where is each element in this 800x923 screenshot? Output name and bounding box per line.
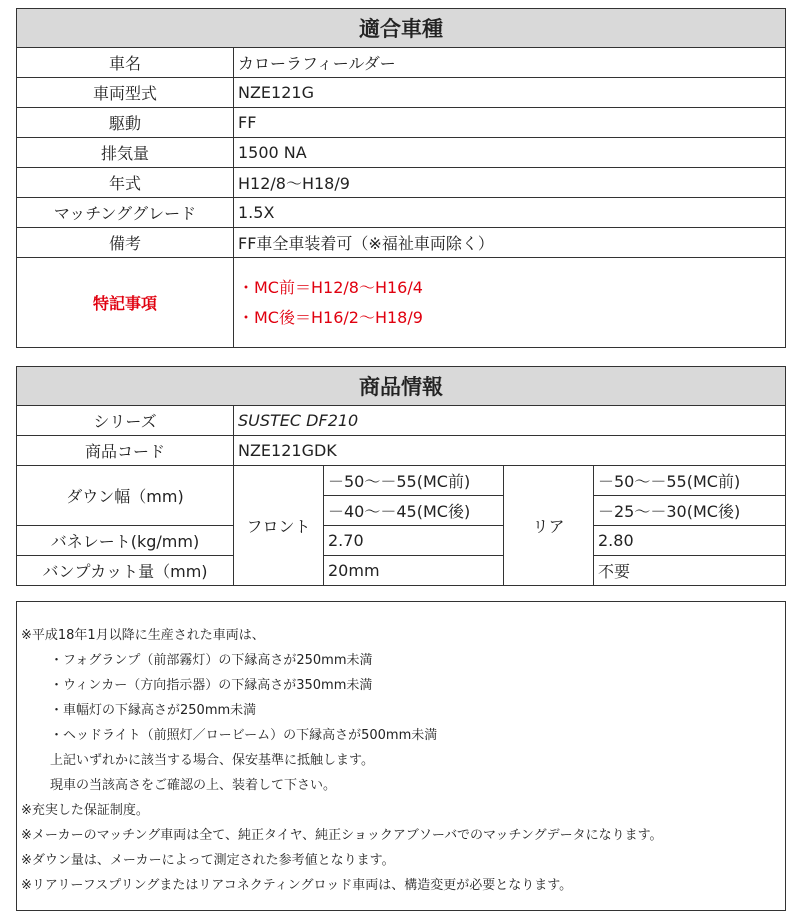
series-value: SUSTEC DF210 bbox=[234, 406, 786, 436]
row-value: H12/8〜H18/9 bbox=[234, 168, 786, 198]
rear-down-1: －50〜－55(MC前) bbox=[594, 466, 786, 496]
table-row bbox=[17, 198, 786, 228]
special-line: ・MC前＝H12/8〜H16/4 bbox=[238, 277, 423, 297]
row-label: マッチンググレード bbox=[17, 198, 234, 228]
row-label: 年式 bbox=[17, 168, 234, 198]
row-label: 備考 bbox=[17, 228, 234, 258]
special-line: ・MC後＝H16/2〜H18/9 bbox=[238, 307, 423, 327]
rear-spring: 2.80 bbox=[594, 526, 786, 556]
note-line: 現車の当該高さをご確認の上、装着して下さい。 bbox=[50, 778, 337, 793]
note-line: ※リアリーフスプリングまたはリアコネクティングロッド車両は、構造変更が必要となります。 bbox=[21, 878, 573, 893]
rear-bump: 不要 bbox=[594, 556, 786, 586]
series-label: シリーズ bbox=[17, 406, 234, 436]
note-line: ・車幅灯の下縁高さが250mm未満 bbox=[50, 703, 257, 718]
fit-table bbox=[16, 8, 786, 348]
fit-header: 適合車種 bbox=[17, 9, 786, 48]
table-row bbox=[17, 406, 786, 436]
row-value: 1.5X bbox=[234, 198, 786, 228]
front-down-2: －40〜－45(MC後) bbox=[324, 496, 504, 526]
table-row bbox=[17, 556, 786, 586]
row-value: FF bbox=[234, 108, 786, 138]
special-label: 特記事項 bbox=[17, 258, 234, 348]
row-label: 排気量 bbox=[17, 138, 234, 168]
table-row bbox=[17, 48, 786, 78]
row-value: 1500 NA bbox=[234, 138, 786, 168]
note-line: ※メーカーのマッチング車両は全て、純正タイヤ、純正ショックアブソーバでのマッチングデータになります。 bbox=[21, 828, 663, 843]
front-down-1: －50〜－55(MC前) bbox=[324, 466, 504, 496]
front-label: フロント bbox=[234, 466, 324, 586]
table-row bbox=[17, 108, 786, 138]
row-value: FF車全車装着可（※福祉車両除く） bbox=[234, 228, 786, 258]
front-spring: 2.70 bbox=[324, 526, 504, 556]
special-row bbox=[17, 258, 786, 348]
row-value: NZE121G bbox=[234, 78, 786, 108]
table-row bbox=[17, 436, 786, 466]
rear-down-2: －25〜－30(MC後) bbox=[594, 496, 786, 526]
table-row bbox=[17, 466, 786, 496]
note-line: ・フォグランプ（前部霧灯）の下縁高さが250mm未満 bbox=[50, 653, 373, 668]
front-bump: 20mm bbox=[324, 556, 504, 586]
table-row bbox=[17, 78, 786, 108]
special-notes bbox=[234, 258, 786, 348]
note-line: ・ウィンカー（方向指示器）の下縁高さが350mm未満 bbox=[50, 678, 373, 693]
code-label: 商品コード bbox=[17, 436, 234, 466]
row-label: 車両型式 bbox=[17, 78, 234, 108]
note-line: ※平成18年1月以降に生産された車両は、 bbox=[21, 628, 265, 643]
table-row bbox=[17, 168, 786, 198]
down-label: ダウン幅（mm) bbox=[17, 466, 234, 526]
rear-label: リア bbox=[504, 466, 594, 586]
product-header: 商品情報 bbox=[17, 367, 786, 406]
note-line: ・ヘッドライト（前照灯／ロービーム）の下縁高さが500mm未満 bbox=[50, 728, 438, 743]
table-row bbox=[17, 526, 786, 556]
spring-label: バネレート(kg/mm) bbox=[17, 526, 234, 556]
bump-label: バンプカット量（mm) bbox=[17, 556, 234, 586]
table-row bbox=[17, 228, 786, 258]
note-line: ※充実した保証制度。 bbox=[21, 803, 149, 818]
note-line: ※ダウン量は、メーカーによって測定された参考値となります。 bbox=[21, 853, 395, 868]
row-value: カローラフィールダー bbox=[234, 48, 786, 78]
row-label: 駆動 bbox=[17, 108, 234, 138]
note-line: 上記いずれかに該当する場合、保安基準に抵触します。 bbox=[50, 753, 374, 768]
notes-box bbox=[16, 601, 786, 911]
row-label: 車名 bbox=[17, 48, 234, 78]
code-value: NZE121GDK bbox=[234, 436, 786, 466]
product-table bbox=[16, 366, 786, 586]
table-row bbox=[17, 138, 786, 168]
